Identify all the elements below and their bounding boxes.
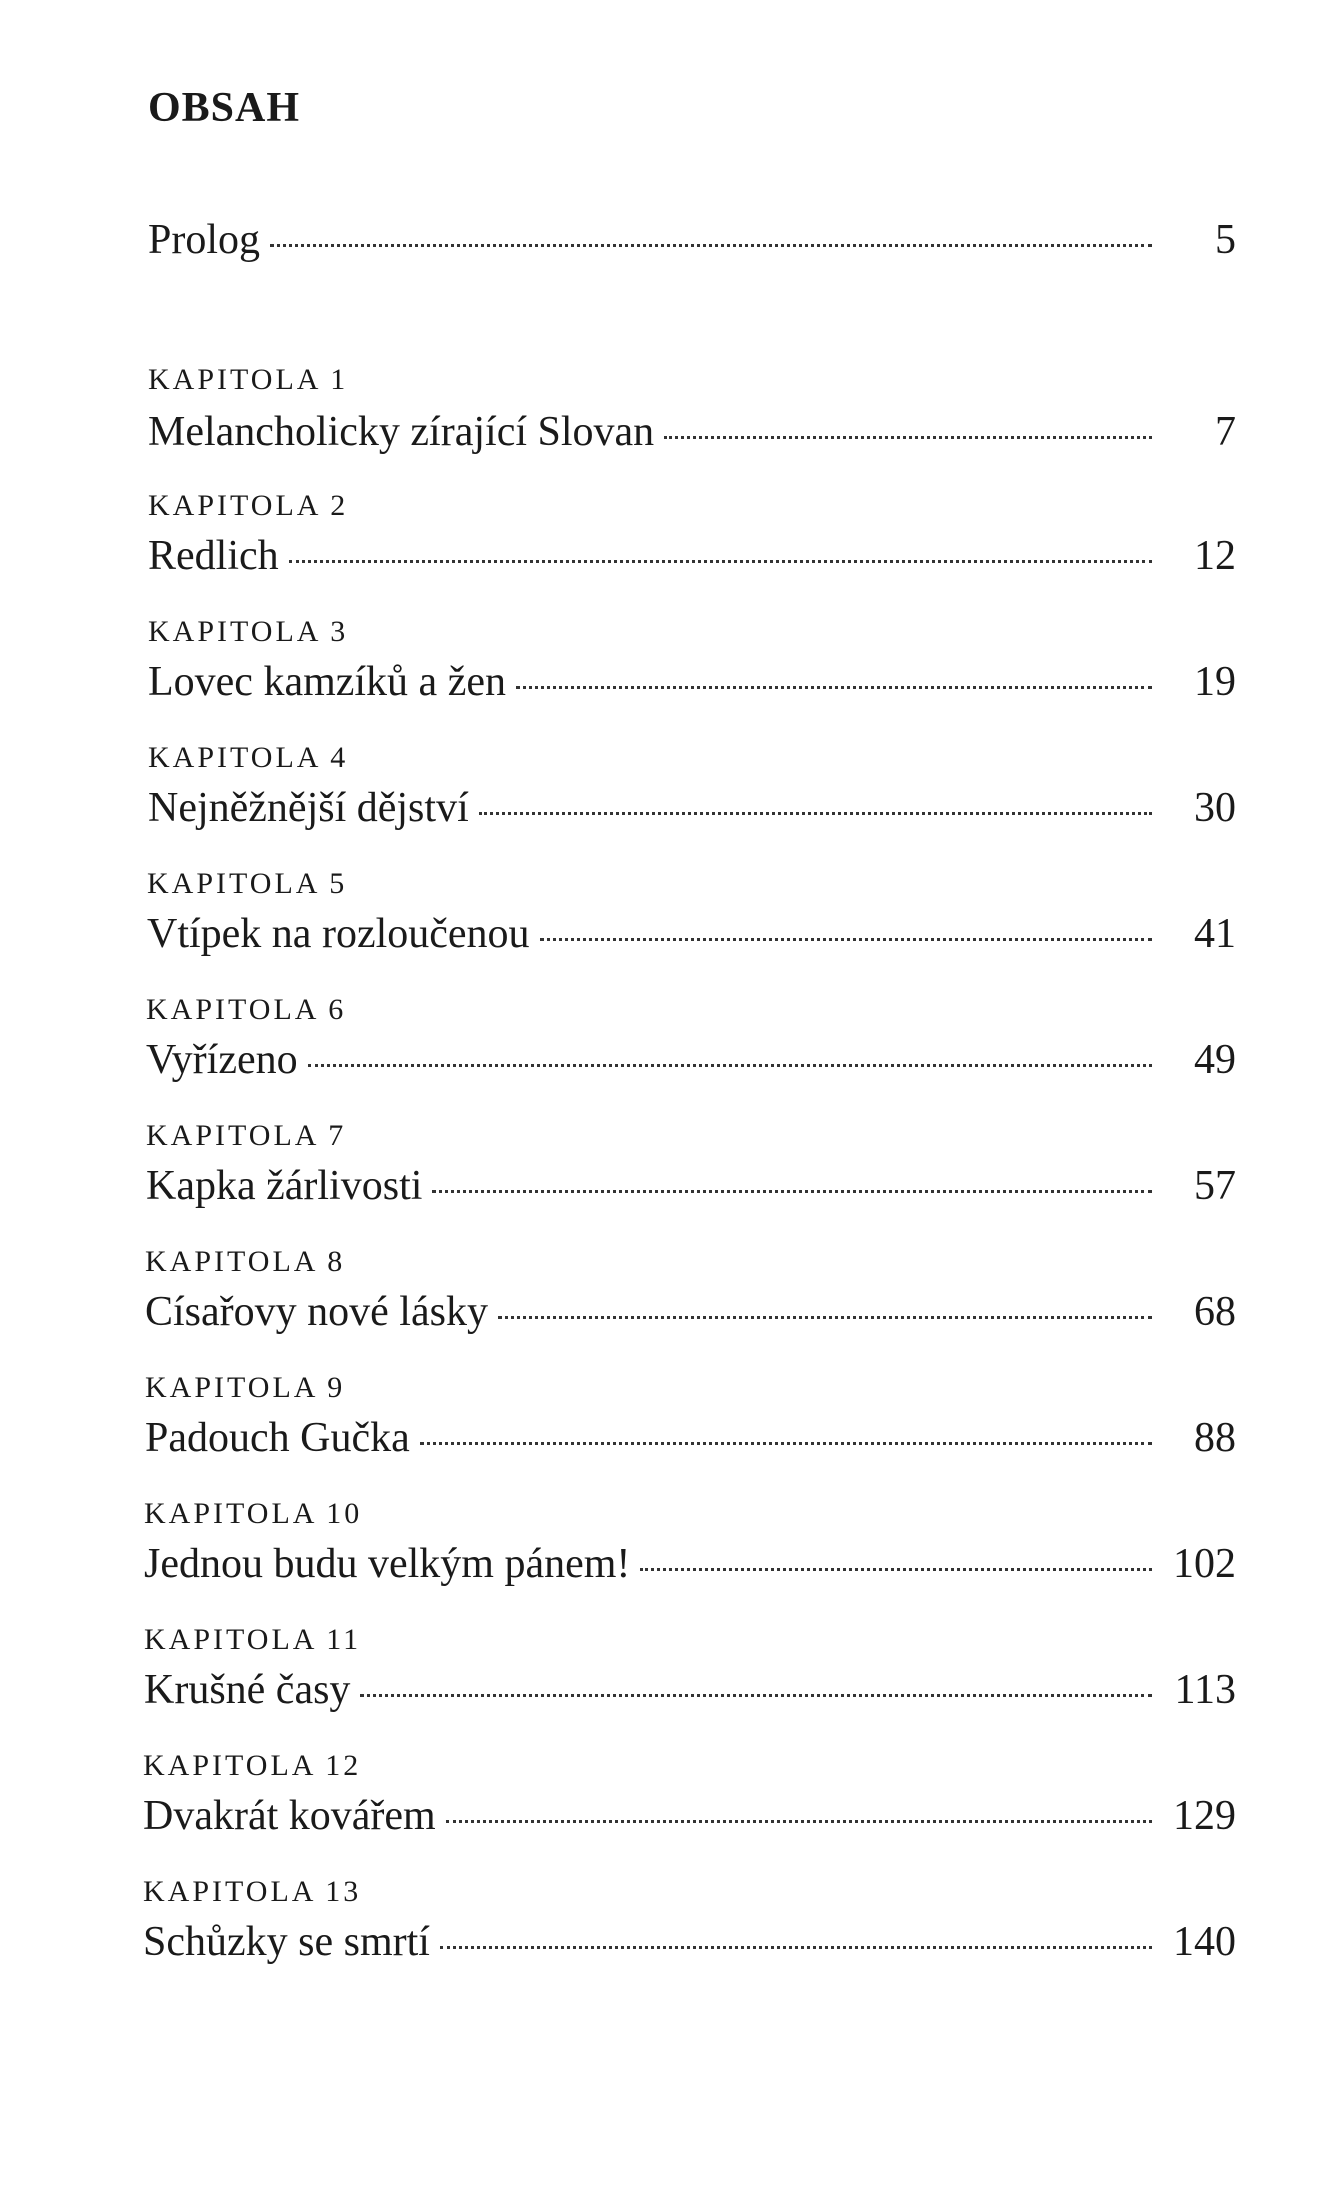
dot-leader [479,812,1152,815]
toc-entry [148,656,1236,708]
chapter-label: KAPITOLA 10 [144,1497,363,1530]
chapter-label: KAPITOLA 6 [146,993,347,1026]
toc-entry-page: 102 [1173,1541,1236,1587]
dot-leader [270,244,1152,247]
toc-entry [145,1286,1236,1338]
dot-leader [289,560,1152,563]
dot-leader [664,436,1152,439]
chapter-label: KAPITOLA 4 [148,741,349,774]
dot-leader [360,1694,1152,1697]
toc-entry [143,1790,1236,1842]
toc-entry [148,782,1236,834]
toc-entry [146,1160,1236,1212]
chapter-label: KAPITOLA 12 [143,1749,362,1782]
chapter-label: KAPITOLA 5 [147,867,348,900]
dot-leader [498,1316,1152,1319]
toc-entry-page: 12 [1194,533,1236,579]
dot-leader [640,1568,1152,1571]
chapter-label: KAPITOLA 9 [145,1371,346,1404]
toc-entry-prolog [148,214,1236,266]
dot-leader [540,938,1152,941]
dot-leader [308,1064,1152,1067]
toc-entry-page: 30 [1194,785,1236,831]
toc-entry-page: 68 [1194,1289,1236,1335]
toc-entry-page: 88 [1194,1415,1236,1461]
toc-entry [147,908,1236,960]
toc-entry-title: Lovec kamzíků a žen [148,659,506,705]
toc-entry-title: Vtípek na rozloučenou [147,911,530,957]
toc-entry-page: 5 [1215,217,1236,263]
toc-entry-title: Schůzky se smrtí [143,1919,430,1965]
dot-leader [420,1442,1152,1445]
chapter-label: KAPITOLA 1 [148,363,349,396]
toc-entry [148,530,1236,582]
chapter-label: KAPITOLA 2 [148,489,349,522]
toc-entry-page: 7 [1215,409,1236,455]
chapter-label: KAPITOLA 11 [144,1623,362,1656]
toc-entry-title: Jednou budu velkým pánem! [144,1541,631,1587]
toc-entry-title: Císařovy nové lásky [145,1289,488,1335]
toc-entry-title: Prolog [148,217,261,263]
toc-entry [146,1034,1236,1086]
dot-leader [432,1190,1152,1193]
toc-entry-page: 129 [1173,1793,1236,1839]
toc-entry-title: Krušné časy [144,1667,351,1713]
toc-entry-page: 57 [1194,1163,1236,1209]
toc-entry-page: 41 [1194,911,1236,957]
chapter-label: KAPITOLA 13 [143,1875,362,1908]
chapter-label: KAPITOLA 7 [146,1119,347,1152]
toc-entry-page: 49 [1194,1037,1236,1083]
page-title: OBSAH [148,85,301,131]
toc-entry-page: 140 [1173,1919,1236,1965]
toc-entry [145,1412,1236,1464]
toc-entry-title: Padouch Gučka [145,1415,410,1461]
toc-entry-title: Vyřízeno [146,1037,298,1083]
toc-entry-title: Redlich [148,533,279,579]
toc-entry-title: Kapka žárlivosti [146,1163,423,1209]
toc-entry [148,406,1236,458]
toc-entry [144,1538,1236,1590]
toc-entry-title: Nejněžnější dějství [148,785,469,831]
toc-entry-title: Melancholicky zírající Slovan [148,409,655,455]
toc-entry-page: 19 [1194,659,1236,705]
dot-leader [516,686,1152,689]
dot-leader [446,1820,1152,1823]
toc-entry [144,1664,1236,1716]
toc-entry-page: 113 [1174,1667,1236,1713]
chapter-label: KAPITOLA 8 [145,1245,346,1278]
toc-entry-title: Dvakrát kovářem [143,1793,436,1839]
toc-entry [143,1916,1236,1968]
chapter-label: KAPITOLA 3 [148,615,349,648]
dot-leader [440,1946,1152,1949]
